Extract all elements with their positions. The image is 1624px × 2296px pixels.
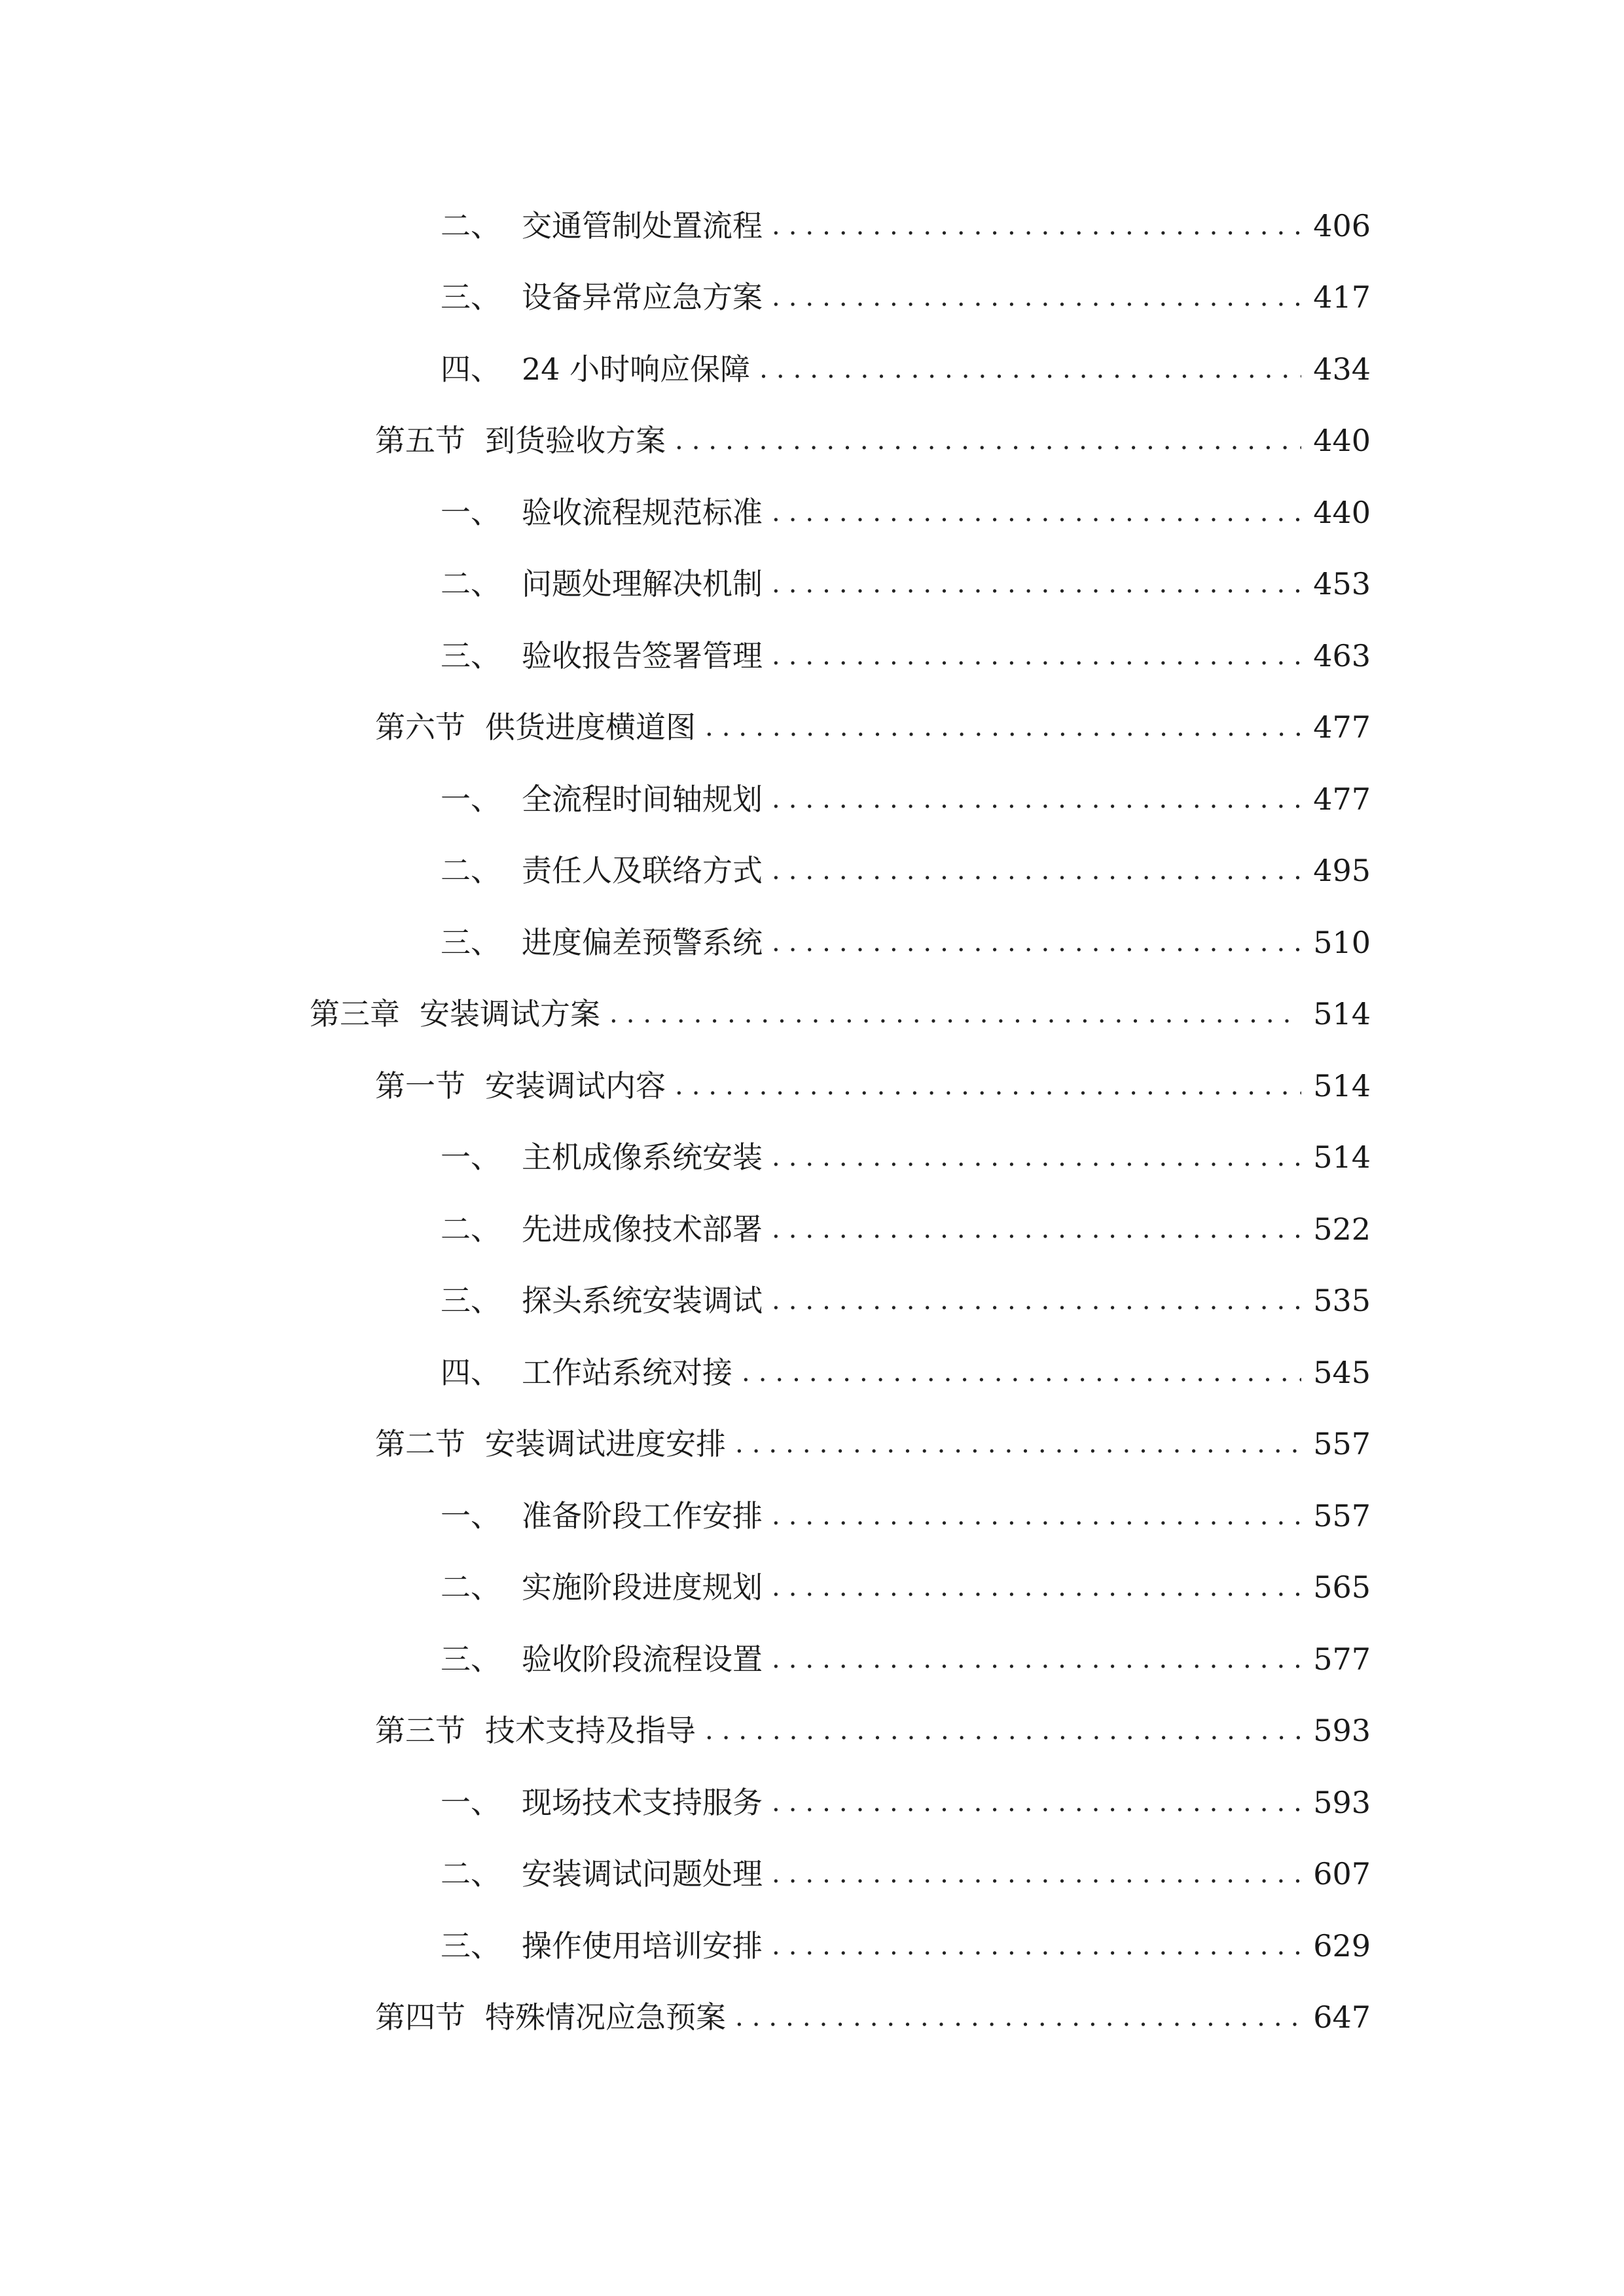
toc-entry-title: 设备异常应急方案 <box>522 279 763 315</box>
toc-entry-number: 第三章 <box>310 996 400 1032</box>
toc-entry-number: 一、 <box>441 1784 501 1820</box>
toc-entry-title: 验收阶段流程设置 <box>522 1641 763 1677</box>
toc-entry-number: 三、 <box>441 1283 501 1319</box>
toc-entry-page-number: 629 <box>1313 1928 1371 1964</box>
toc-entry-number: 二、 <box>441 853 501 889</box>
toc-entry-title: 交通管制处置流程 <box>522 207 763 243</box>
toc-entry-number: 三、 <box>441 924 501 960</box>
toc-entry[interactable] <box>0 1695 1624 1767</box>
toc-dot-leader <box>772 786 1301 812</box>
toc-entry-page-number: 495 <box>1313 853 1371 889</box>
toc-dot-leader <box>772 1216 1301 1242</box>
toc-entry-page-number: 522 <box>1313 1211 1371 1247</box>
toc-dot-leader <box>772 571 1301 597</box>
toc-dot-leader <box>675 1073 1301 1099</box>
toc-entry-page-number: 440 <box>1313 494 1371 530</box>
toc-dot-leader <box>772 499 1301 526</box>
toc-entry-page-number: 557 <box>1313 1498 1371 1534</box>
toc-entry-number: 三、 <box>441 1928 501 1964</box>
toc-dot-leader <box>772 1789 1301 1816</box>
toc-dot-leader <box>705 1717 1301 1744</box>
toc-entry[interactable] <box>0 1767 1624 1839</box>
toc-entry-title: 责任人及联络方式 <box>522 853 763 889</box>
toc-entry-page-number: 417 <box>1313 279 1371 315</box>
toc-entry-page-number: 593 <box>1313 1784 1371 1820</box>
toc-dot-leader <box>772 1287 1301 1314</box>
toc-entry[interactable] <box>0 835 1624 907</box>
toc-entry-title: 主机成像系统安装 <box>522 1139 763 1175</box>
toc-entry[interactable] <box>0 1193 1624 1265</box>
toc-entry-title: 安装调试问题处理 <box>522 1856 763 1892</box>
toc-dot-leader <box>772 929 1301 956</box>
toc-dot-leader <box>772 284 1301 310</box>
toc-dot-leader <box>772 857 1301 884</box>
toc-entry-title: 工作站系统对接 <box>522 1354 732 1390</box>
toc-entry-page-number: 510 <box>1313 924 1371 960</box>
toc-entry-page-number: 647 <box>1313 2000 1371 2036</box>
toc-entry-title: 安装调试内容 <box>485 1067 666 1103</box>
toc-entry-number: 第六节 <box>375 709 465 745</box>
toc-entry-title: 先进成像技术部署 <box>522 1211 763 1247</box>
toc-entry-page-number: 514 <box>1313 1067 1371 1103</box>
toc-entry-number: 三、 <box>441 637 501 673</box>
toc-entry-number: 四、 <box>441 1354 501 1390</box>
toc-entry[interactable] <box>0 1336 1624 1408</box>
toc-entry[interactable] <box>0 1122 1624 1194</box>
toc-entry[interactable] <box>0 763 1624 835</box>
toc-entry-title: 准备阶段工作安排 <box>522 1498 763 1534</box>
toc-entry-page-number: 545 <box>1313 1354 1371 1390</box>
toc-entry[interactable] <box>0 1265 1624 1337</box>
toc-entry-number: 第一节 <box>375 1067 465 1103</box>
toc-entry[interactable] <box>0 333 1624 405</box>
toc-dot-leader <box>772 1144 1301 1170</box>
toc-entry[interactable] <box>0 262 1624 334</box>
toc-entry[interactable] <box>0 190 1624 262</box>
toc-dot-leader <box>772 213 1301 239</box>
toc-entry-title: 实施阶段进度规划 <box>522 1570 763 1605</box>
toc-entry-number: 一、 <box>441 781 501 817</box>
toc-entry[interactable] <box>0 476 1624 548</box>
toc-entry-page-number: 514 <box>1313 996 1371 1032</box>
toc-dot-leader <box>772 1933 1301 1959</box>
toc-entry-title: 验收报告签署管理 <box>522 637 763 673</box>
toc-entry[interactable] <box>0 405 1624 477</box>
toc-dot-leader <box>735 2004 1301 2030</box>
toc-entry-number: 二、 <box>441 207 501 243</box>
toc-dot-leader <box>772 643 1301 669</box>
toc-dot-leader <box>772 1861 1301 1887</box>
toc-dot-leader <box>735 1431 1301 1457</box>
toc-entry[interactable] <box>0 1910 1624 1982</box>
toc-entry-title: 探头系统安装调试 <box>522 1283 763 1319</box>
toc-entry-page-number: 453 <box>1313 566 1371 602</box>
toc-entry-title: 问题处理解决机制 <box>522 566 763 602</box>
toc-dot-leader <box>772 1503 1301 1529</box>
toc-entry-number: 三、 <box>441 279 501 315</box>
toc-entry-number: 二、 <box>441 1211 501 1247</box>
toc-entry-page-number: 514 <box>1313 1139 1371 1175</box>
toc-entry[interactable] <box>0 1408 1624 1480</box>
toc-entry[interactable] <box>0 692 1624 764</box>
toc-entry-number: 三、 <box>441 1641 501 1677</box>
toc-entry-page-number: 434 <box>1313 351 1371 387</box>
toc-entry-number: 第五节 <box>375 423 465 459</box>
toc-entry-page-number: 557 <box>1313 1426 1371 1462</box>
toc-entry-title: 验收流程规范标准 <box>522 494 763 530</box>
toc-dot-leader <box>609 1001 1301 1027</box>
toc-entry[interactable] <box>0 548 1624 620</box>
toc-dot-leader <box>772 1574 1301 1600</box>
toc-entry-number: 一、 <box>441 1498 501 1534</box>
toc-entry-number: 第二节 <box>375 1426 465 1462</box>
toc-entry[interactable] <box>0 978 1624 1050</box>
toc-entry-number: 一、 <box>441 1139 501 1175</box>
toc-entry[interactable] <box>0 1480 1624 1552</box>
toc-dot-leader <box>772 1646 1301 1672</box>
toc-entry[interactable] <box>0 1839 1624 1910</box>
toc-entry-title: 全流程时间轴规划 <box>522 781 763 817</box>
toc-entry-number: 第四节 <box>375 2000 465 2036</box>
toc-entry[interactable] <box>0 1623 1624 1695</box>
toc-entry[interactable] <box>0 1982 1624 2054</box>
toc-entry-page-number: 440 <box>1313 423 1371 459</box>
toc-dot-leader <box>759 356 1301 382</box>
toc-entry-number: 二、 <box>441 1856 501 1892</box>
toc-entry-page-number: 565 <box>1313 1570 1371 1605</box>
toc-entry-title: 24 小时响应保障 <box>522 351 751 387</box>
toc-entry-title: 现场技术支持服务 <box>522 1784 763 1820</box>
toc-entry-number: 四、 <box>441 351 501 387</box>
toc-dot-leader <box>742 1359 1301 1386</box>
toc-entry-page-number: 577 <box>1313 1641 1371 1677</box>
toc-entry-title: 特殊情况应急预案 <box>485 2000 726 2036</box>
toc-entry-title: 安装调试方案 <box>420 996 600 1032</box>
toc-entry-title: 供货进度横道图 <box>485 709 696 745</box>
toc-entry-title: 技术支持及指导 <box>485 1713 696 1749</box>
toc-entry-title: 到货验收方案 <box>485 423 666 459</box>
toc-dot-leader <box>675 427 1301 454</box>
toc-entry-number: 第三节 <box>375 1713 465 1749</box>
toc-entry-page-number: 463 <box>1313 637 1371 673</box>
toc-entry-number: 一、 <box>441 494 501 530</box>
toc-dot-leader <box>705 714 1301 740</box>
toc-entry[interactable] <box>0 1050 1624 1122</box>
table-of-contents <box>0 190 1624 2053</box>
toc-entry[interactable] <box>0 1552 1624 1624</box>
toc-entry-title: 进度偏差预警系统 <box>522 924 763 960</box>
toc-entry-page-number: 593 <box>1313 1713 1371 1749</box>
toc-entry-number: 二、 <box>441 566 501 602</box>
toc-entry-number: 二、 <box>441 1570 501 1605</box>
toc-entry-title: 操作使用培训安排 <box>522 1928 763 1964</box>
toc-entry-page-number: 477 <box>1313 781 1371 817</box>
toc-entry-title: 安装调试进度安排 <box>485 1426 726 1462</box>
toc-entry-page-number: 477 <box>1313 709 1371 745</box>
toc-entry-page-number: 535 <box>1313 1283 1371 1319</box>
toc-entry[interactable] <box>0 906 1624 978</box>
toc-entry[interactable] <box>0 620 1624 692</box>
toc-entry-page-number: 406 <box>1313 207 1371 243</box>
toc-entry-page-number: 607 <box>1313 1856 1371 1892</box>
